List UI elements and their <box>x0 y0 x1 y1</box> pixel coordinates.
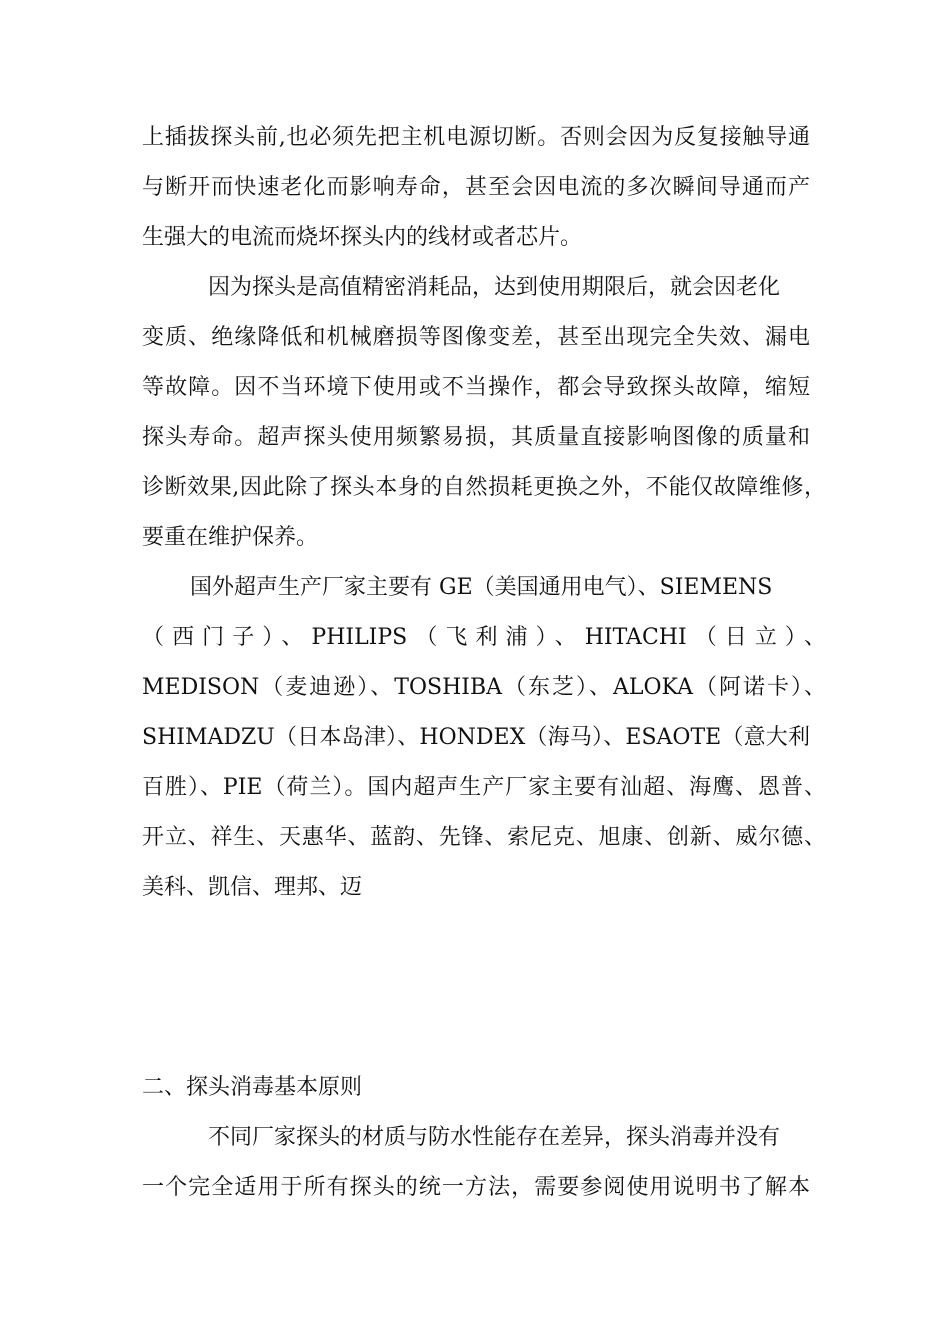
paragraph-line: SHIMADZU（日本岛津）、HONDEX（海马）、ESAOTE（意大利 <box>142 725 810 750</box>
paragraph-line: 诊断效果,因此除了探头本身的自然损耗更换之外，不能仅故障维修， <box>142 475 826 500</box>
paragraph-line: 与断开而快速老化而影响寿命，甚至会因电流的多次瞬间导通而产 <box>142 175 810 200</box>
paragraph-line: 美科、凯信、理邦、迈 <box>142 875 363 900</box>
paragraph-line: 不同厂家探头的材质与防水性能存在差异，探头消毒并没有 <box>208 1125 781 1150</box>
paragraph-line: 百胜）、PIE（荷兰）。国内超声生产厂家主要有汕超、海鹰、恩普、 <box>142 775 826 800</box>
paragraph-line: 因为探头是高值精密消耗品，达到使用期限后，就会因老化 <box>208 275 781 300</box>
paragraph-line: MEDISON（麦迪逊）、TOSHIBA（东芝）、ALOKA（阿诺卡）、 <box>142 675 826 700</box>
paragraph-line: 探头寿命。超声探头使用频繁易损，其质量直接影响图像的质量和 <box>142 425 810 450</box>
paragraph-line: 等故障。因不当环境下使用或不当操作，都会导致探头故障，缩短 <box>142 375 810 400</box>
paragraph-line: 生强大的电流而烧坏探头内的线材或者芯片。 <box>142 225 583 250</box>
paragraph-line: 上插拔探头前,也必须先把主机电源切断。否则会因为反复接触导通 <box>142 125 810 150</box>
paragraph-line: 变质、绝缘降低和机械磨损等图像变差，甚至出现完全失效、漏电 <box>142 325 810 350</box>
paragraph-line: 一个完全适用于所有探头的统一方法，需要参阅使用说明书了解本 <box>142 1175 810 1200</box>
paragraph-line: 国外超声生产厂家主要有 GE（美国通用电气）、SIEMENS <box>190 575 773 600</box>
paragraph-line: 要重在维护保养。 <box>142 525 319 550</box>
paragraph-line: （西门子）、PHILIPS（飞利浦）、HITACHI（日立）、 <box>142 625 826 650</box>
paragraph-line: 开立、祥生、天惠华、蓝韵、先锋、索尼克、旭康、创新、威尔德、 <box>142 825 826 850</box>
section-heading: 二、探头消毒基本原则 <box>142 1075 363 1100</box>
